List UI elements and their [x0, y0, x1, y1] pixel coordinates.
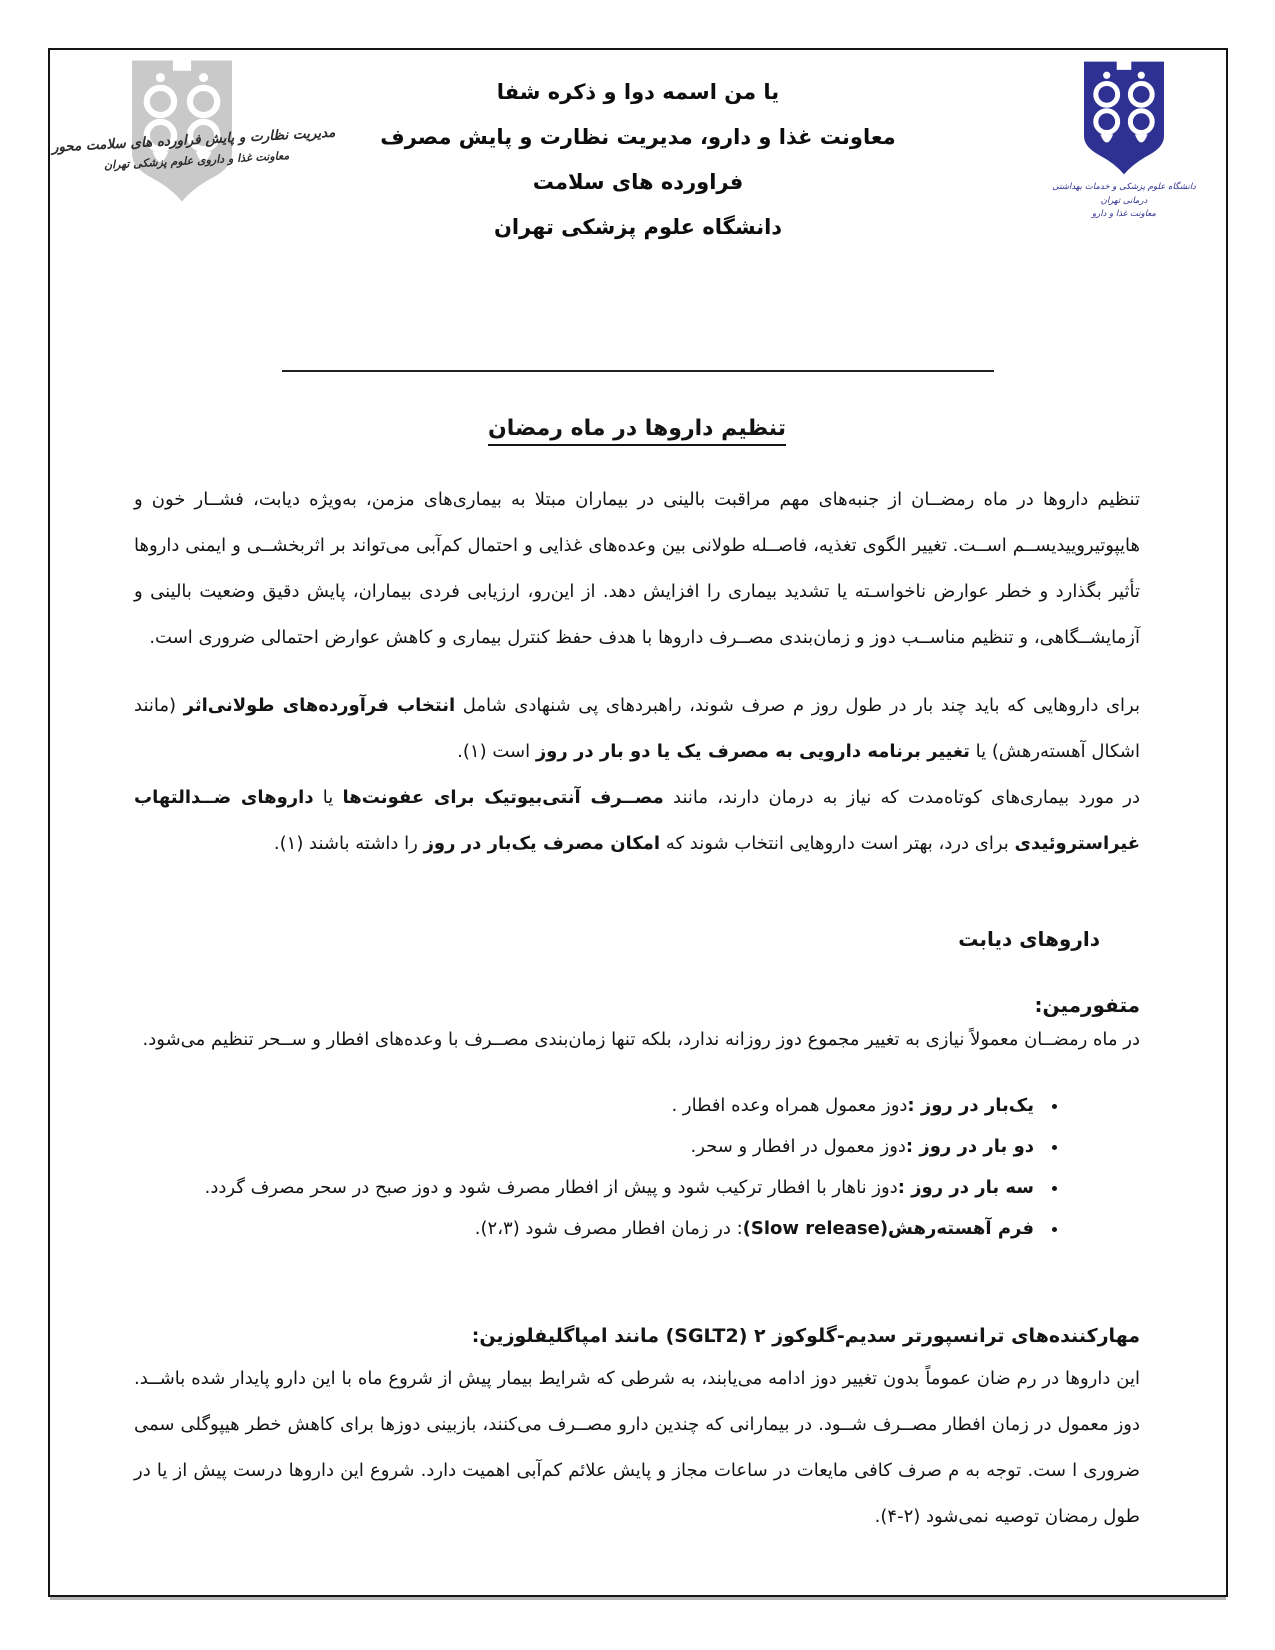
university-logo-caption — [1044, 181, 1204, 222]
list-item-once-daily: • یک‌بار در روز :دوز معمول همراه وعده افطار . — [134, 1089, 1040, 1123]
university-line: دانشگاه علوم پزشکی تهران — [493, 215, 783, 239]
organization-line: معاونت غذا و دارو، مدیریت نظارت و پایش مصرف فراورده های سلامت — [380, 125, 896, 194]
logo-caption-line-2: معاونت غذا و دارو — [1092, 209, 1156, 220]
page-title: تنظیم داروها در ماه رمضان — [487, 416, 787, 441]
short-term-paragraph: در مورد بیماری‌های کوتاه‌مدت که نیاز به درمان دارند، مانند مصــرف آنتی‌بیوتیک برای عفونت‌ها یا داروهای ضــدالتهاب غیراستروئیدی برای درد، بهتر است داروهایی انتخاب شوند که امکان مصرف یک‌بار در روز را داشته باشند (۱). — [134, 787, 1141, 854]
metformin-paragraph: در ماه رمضــان معمولاً نیازی به تغییر مجموع دوز روزانه ندارد، بلکه تنها زمان‌بندی مصــرف با وعده‌های افطار و ســحر تنظیم می‌شود. — [142, 1029, 1140, 1050]
document-body — [50, 416, 1226, 1540]
university-logo-icon — [1071, 58, 1177, 178]
letterhead — [50, 50, 1226, 239]
intro-paragraph: تنظیم داروها در ماه رمضــان از جنبه‌های مهم مراقبت بالینی در بیماران مبتلا به بیماری‌های مزمن، به‌ویژه دیابت، فشــار خون و هایپوتیروییدیســم اســت. تغییر الگوی تغذیه، فاصــله طولانی بین وعده‌های غذایی و احتمال کم‌آبی می‌تواند بر اثربخشــی و ایمنی داروها تأثیر بگذارد و خطر عوارض ناخواسـته یا تشدید بیماری را افزایش دهد. از این‌رو، ارزیابی فردی بیماران، پایش دقیق وضعیت بالینی و آزمایشــگاهی، و تنظیم مناســب دوز و زمان‌بندی مصــرف داروها با هدف حفظ کنترل بیماری و کاهش عوارض احتمالی ضروری است. — [134, 489, 1140, 648]
strategy-paragraph: برای داروهایی که باید چند بار در طول روز م صرف شوند، راهبردهای پی شنهادی شامل انتخاب فرآورده‌های طولانی‌اثر (مانند اشکال آهسته‌رهش) یا تغییر برنامه دارویی به مصرف یک یا دو بار در روز است (۱). — [134, 695, 1141, 762]
subsection-heading-sglt2: مهارکننده‌های ترانسپورتر سدیم-گلوکوز ۲ (SGLT2) مانند امپاگلیفلوزین: — [471, 1325, 1140, 1347]
header-divider — [282, 370, 994, 372]
stamp-line-2: معاونت غذا و داروی علوم پزشکی تهران — [103, 149, 290, 172]
university-logo-block — [1044, 58, 1204, 222]
page-border-frame — [48, 48, 1228, 1597]
watermark-stamp — [51, 56, 336, 231]
stamp-line-1: مدیریت نظارت و پایش فراورده های سلامت محور — [51, 124, 336, 156]
letterhead-text — [340, 70, 936, 250]
sglt2-paragraph: این داروها در رم ضان عموماً بدون تغییر دوز ادامه می‌یابند، به شرطی که شرایط بیمار پیش از شروع ماه با این دارو پایدار شده باشــد. دوز معمول در زمان افطار مصــرف شــود. در بیمارانی که چندین دارو مصــرف می‌کنند، بازبینی دوزها برای کاهش خطر هیپوگلی سمی ضروری ا ست. توجه به م صرف کافی مایعات در ساعات مجاز و پایش علائم کم‌آبی اهمیت دارد. شروع این داروها درست پیش از یا در طول رمضان توصیه نمی‌شود (۲-۴). — [134, 1368, 1140, 1527]
subsection-heading-metformin: متفورمین: — [1034, 993, 1140, 1017]
list-item-three-times-daily: • سه بار در روز :دوز ناهار با افطار ترکیب شود و پیش از افطار مصرف شود و دوز صبح در سحر مصرف گردد. — [134, 1171, 1040, 1205]
section-heading-diabetes-drugs: داروهای دیابت — [958, 927, 1100, 951]
bismillah-line: یا من اسمه دوا و ذکره شفا — [496, 80, 780, 104]
stamp-text — [51, 124, 336, 175]
list-item-twice-daily: • دو بار در روز :دوز معمول در افطار و سحر. — [134, 1130, 1040, 1164]
metformin-dose-list — [134, 1089, 1140, 1246]
list-item-slow-release: • فرم آهسته‌رهش(Slow release): در زمان افطار مصرف شود (۲،۳). — [134, 1212, 1040, 1246]
logo-caption-line-1: دانشگاه علوم پزشکی و خدمات بهداشتی درمانی تهران — [1052, 182, 1196, 206]
